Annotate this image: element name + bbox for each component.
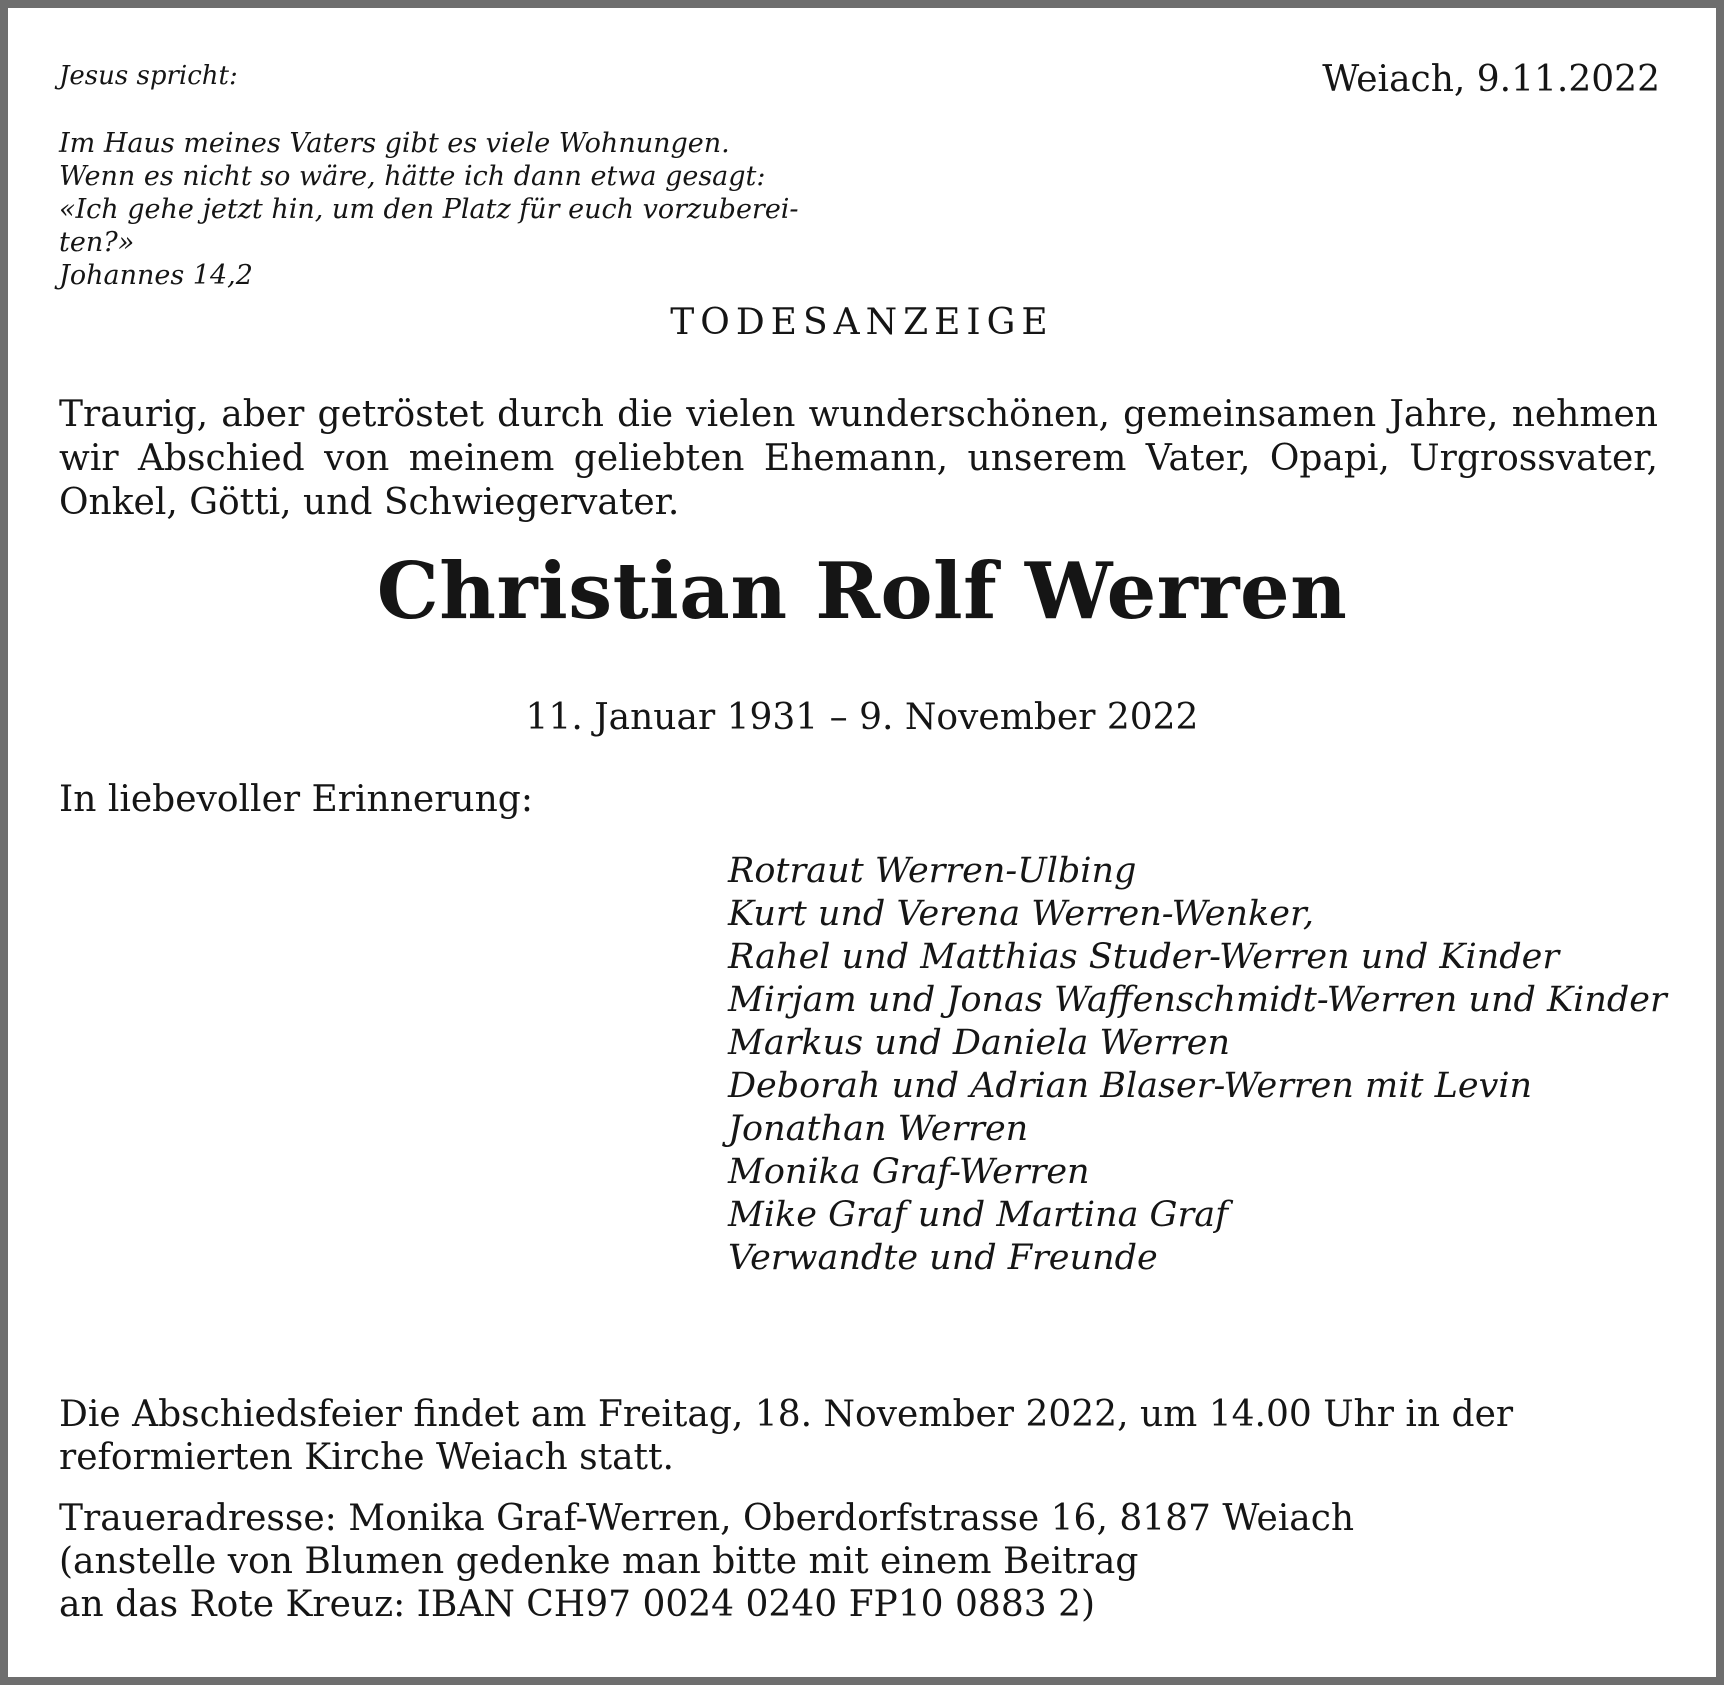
quote-line: Im Haus meines Vaters gibt es viele Wohnungen. xyxy=(59,128,730,159)
family-list xyxy=(728,850,1668,1280)
list-item: Jonathan Werren xyxy=(728,1109,1029,1149)
place-date: Weiach, 9.11.2022 xyxy=(1322,59,1660,100)
page-title: TODESANZEIGE xyxy=(670,302,1054,343)
quote-line: «Ich gehe jetzt hin, um den Platz für euch vorzuberei- xyxy=(59,194,799,225)
list-item: Deborah und Adrian Blaser-Werren mit Levin xyxy=(728,1066,1533,1106)
list-item: Kurt und Verena Werren-Wenker, xyxy=(728,894,1314,934)
life-dates: 11. Januar 1931 – 9. November 2022 xyxy=(525,697,1199,738)
service-info xyxy=(59,1393,1659,1479)
service-line: reformierten Kirche Weiach statt. xyxy=(59,1437,674,1478)
service-line: Die Abschiedsfeier findet am Freitag, 18. November 2022, um 14.00 Uhr in der xyxy=(59,1394,1514,1435)
memory-label: In liebevoller Erinnerung: xyxy=(59,779,533,820)
list-item: Rotraut Werren-Ulbing xyxy=(728,851,1137,891)
mourning-address xyxy=(59,1497,1659,1626)
quote-line: Wenn es nicht so wäre, hätte ich dann etwa gesagt: xyxy=(59,161,766,192)
deceased-name: Christian Rolf Werren xyxy=(376,546,1348,637)
list-item: Markus und Daniela Werren xyxy=(728,1023,1230,1063)
bible-quote xyxy=(59,60,819,292)
address-line: Traueradresse: Monika Graf-Werren, Oberdorfstrasse 16, 8187 Weiach xyxy=(59,1498,1355,1539)
list-item: Monika Graf-Werren xyxy=(728,1152,1090,1192)
list-item: Verwandte und Freunde xyxy=(728,1238,1158,1278)
intro-paragraph: Traurig, aber getröstet durch die vielen wunderschönen, gemeinsamen Jahre, nehmen wir Abschied von meinem geliebten Ehemann, unserem Vater, Opapi, Urgrossvater, Onkel, Götti, und Schwiegervater. xyxy=(59,394,1658,523)
address-line: an das Rote Kreuz: IBAN CH97 0024 0240 FP10 0883 2) xyxy=(59,1584,1096,1625)
quote-source: Johannes 14,2 xyxy=(59,260,253,291)
list-item: Mirjam und Jonas Waffenschmidt-Werren und Kinder xyxy=(728,980,1667,1020)
address-line: (anstelle von Blumen gedenke man bitte mit einem Beitrag xyxy=(59,1541,1139,1582)
list-item: Rahel und Matthias Studer-Werren und Kinder xyxy=(728,937,1560,977)
quote-intro: Jesus spricht: xyxy=(59,61,238,91)
quote-line: ten?» xyxy=(59,227,135,258)
list-item: Mike Graf und Martina Graf xyxy=(728,1195,1229,1235)
obituary-page xyxy=(8,8,1716,1677)
